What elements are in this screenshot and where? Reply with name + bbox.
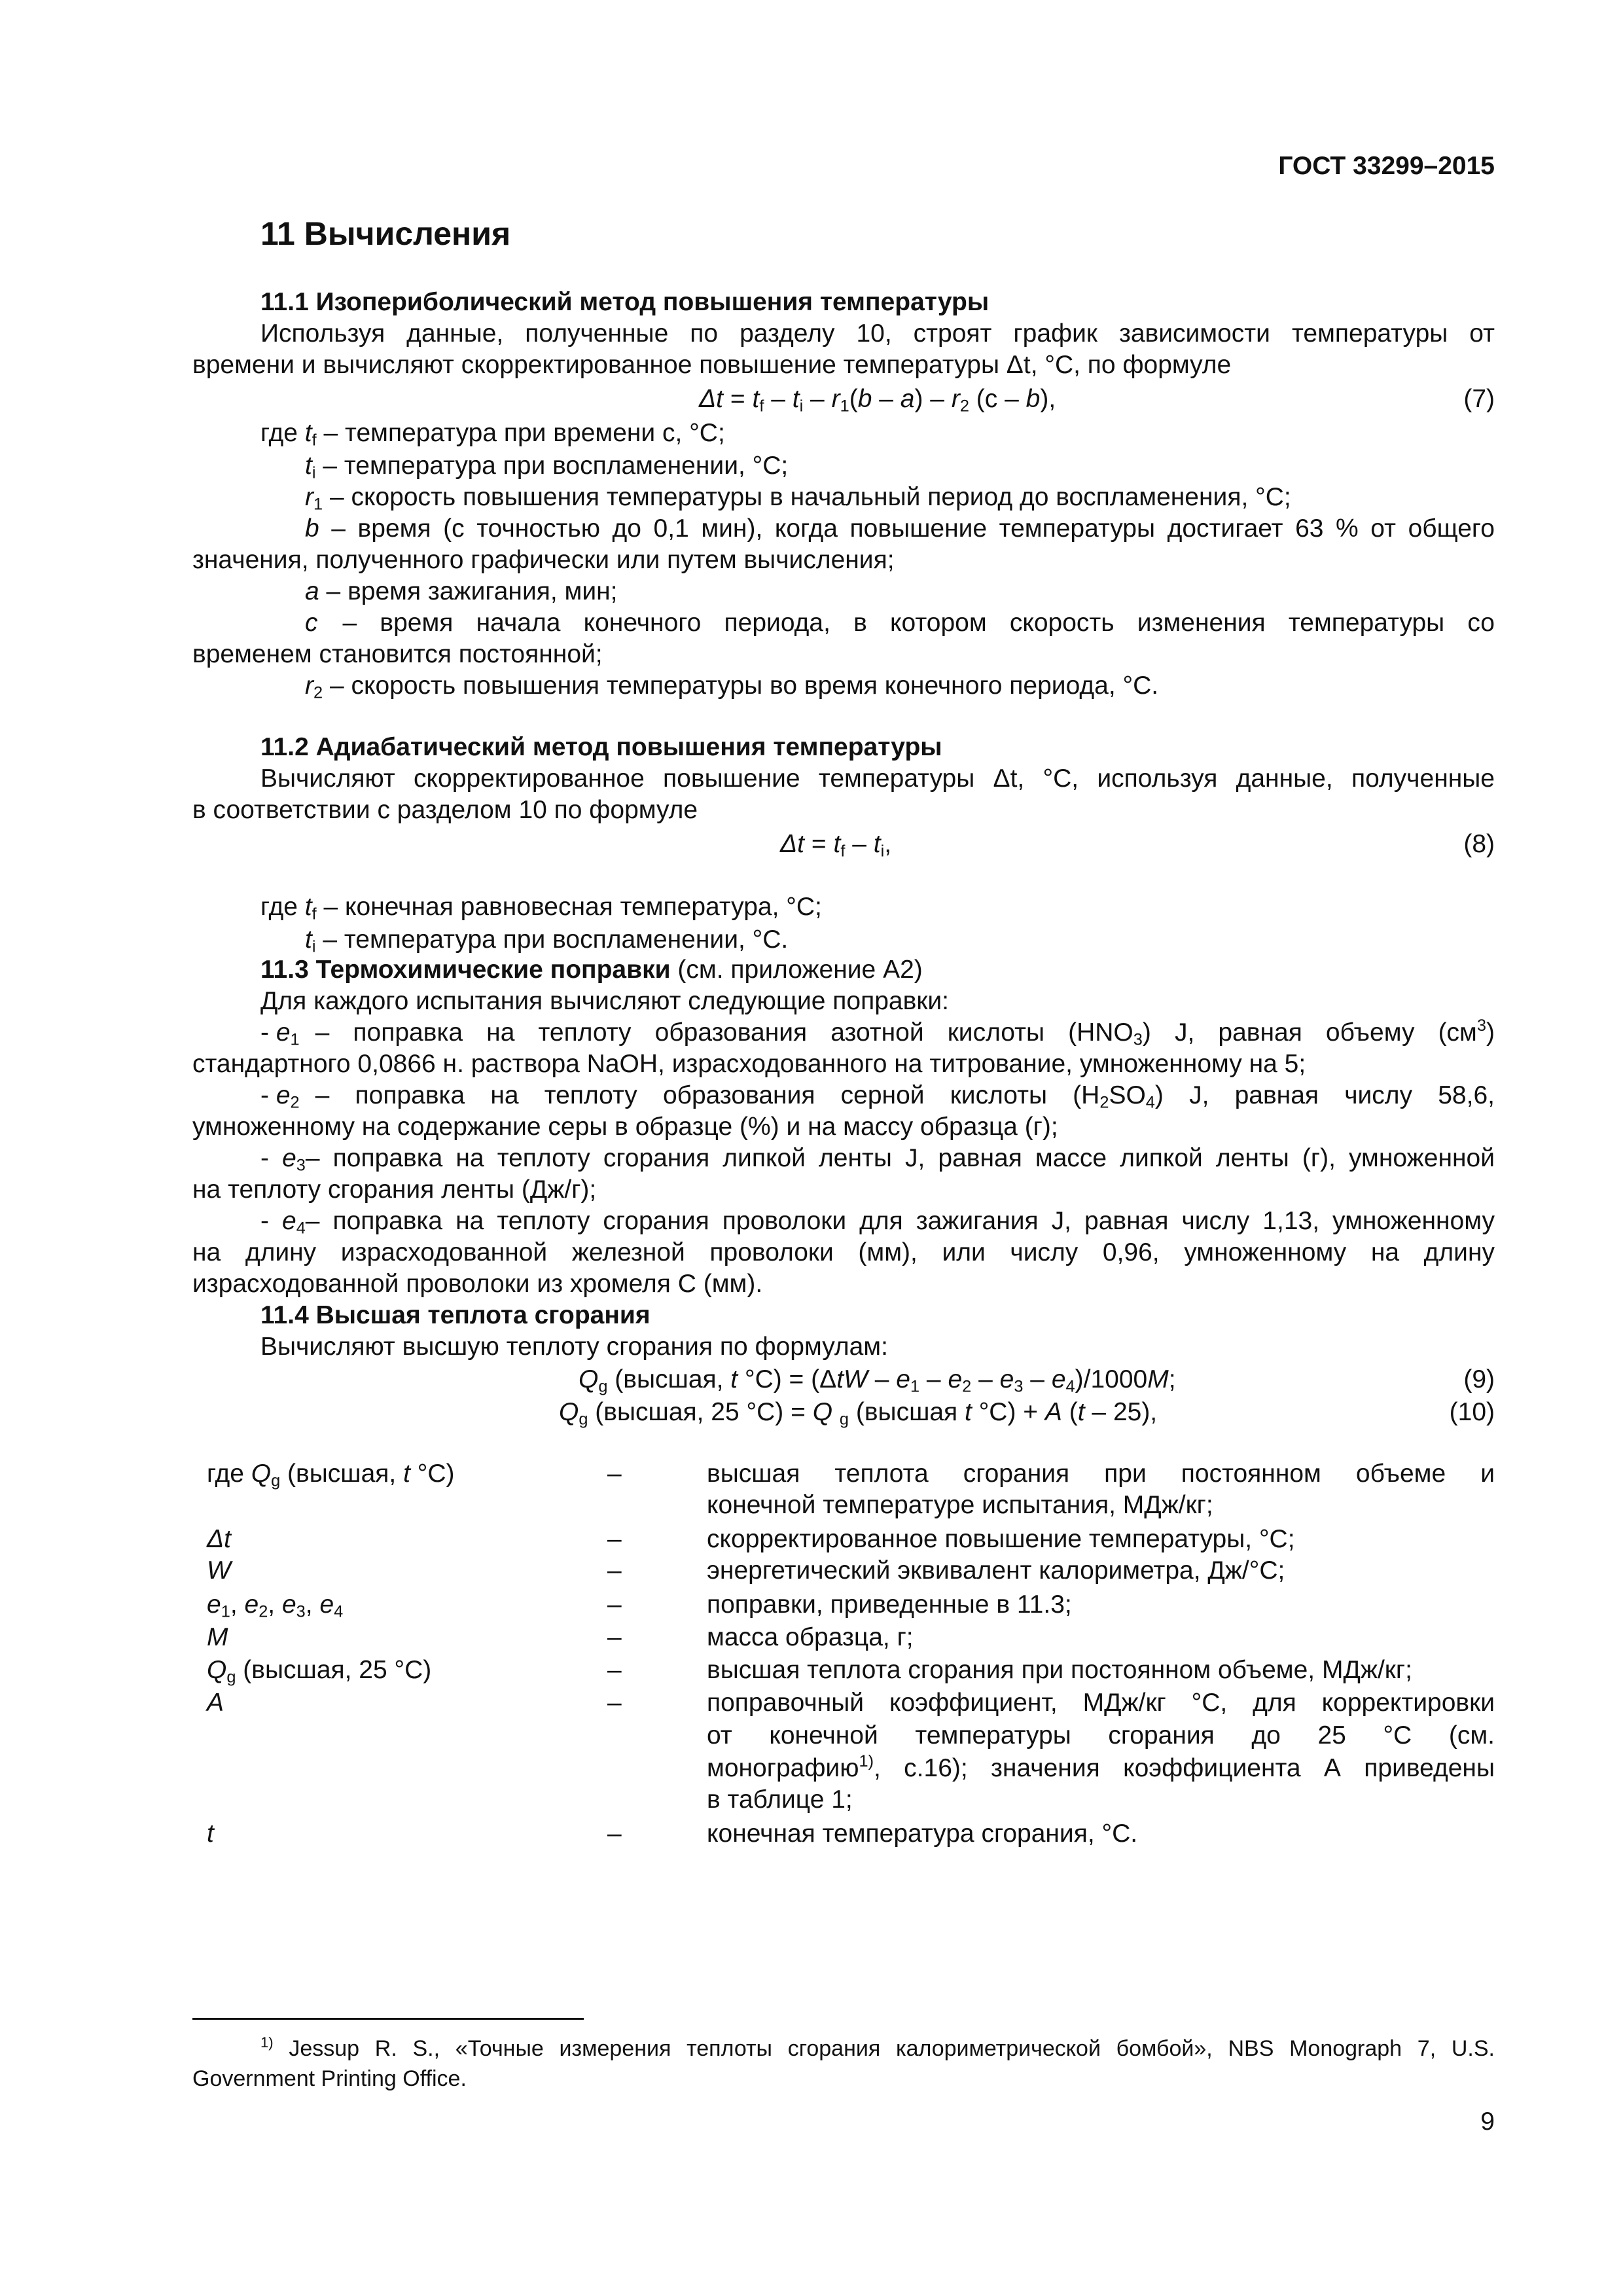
e1-line2: стандартного 0,0866 н. раствора NaOH, израсходованного на титрование, умноженному на 5;: [192, 1050, 1306, 1078]
def-row-qg-25-symbol: $Q_g$ (высшая, 25 °C): [207, 1656, 432, 1687]
heading-11-3: [260, 953, 923, 986]
def-row-a-dash: –: [607, 1689, 622, 1717]
formula-9-number: (9): [1463, 1365, 1495, 1393]
def-ti-text: – температура при воспламенении, °C;: [315, 452, 789, 480]
e3-line2: на теплоту сгорания ленты (Дж/г);: [192, 1175, 597, 1204]
def-row-a-line4: в таблице 1;: [707, 1785, 853, 1814]
e4-text: – поправка на теплоту сгорания проволоки для зажигания J, равная числу 1,13, умноженному: [305, 1207, 1495, 1235]
paragraph-11-1-line1: Используя данные, полученные по разделу 10, строят график зависимости температуры от: [260, 319, 1495, 348]
e2-line1: - $e_2$ – поправка на теплоту образования серной кислоты $(H_2SO_4)$ J, равная числу 58,6,: [260, 1081, 1495, 1112]
paragraph-11-1-line2: времени и вычисляют скорректированное повышение температуры Δt, °C, по формуле: [192, 351, 1232, 379]
e1-line1: - $e_1$ – поправка на теплоту образования азотной кислоты $(HNO_3)$ J, равная объему $(см^3)$: [260, 1016, 1495, 1049]
def-row-m-dash: –: [607, 1623, 622, 1651]
def-row-dt-symbol: Δt: [207, 1525, 232, 1553]
def-r1: $r_1$ – скорость повышения температуры в начальный период до воспламенения, °C;: [305, 483, 1291, 514]
footnote-rule: [192, 2018, 584, 2020]
formula-9: $Q_g$ (высшая, t $^\circ C) = (\Delta tW - e_1 - e_2 - e_3 - e_4)/1000M$;: [579, 1365, 1176, 1396]
def-row-a-symbol: A: [207, 1689, 224, 1717]
def-row-e-dash: –: [607, 1590, 622, 1619]
formula-10: $Q_g$ (высшая, 25 °C) = Q $_g$ (высшая t °C) + A (t – 25),: [559, 1398, 1158, 1429]
def-row-a-line3: монографию$^{1)}$, с.16); значения коэффициента А приведены: [707, 1751, 1495, 1782]
heading-11-3-title: 11.3 Термохимические поправки: [260, 956, 671, 984]
def-row-w-dash: –: [607, 1556, 622, 1585]
heading-11-3-ref: (см. приложение А2): [670, 956, 923, 984]
def-row-m-symbol: M: [207, 1623, 228, 1651]
def-b-line1: b – время (с точностью до 0,1 мин), когда повышение температуры достигает 63 % от общего: [305, 514, 1495, 543]
heading-11-2: 11.2 Адиабатический метод повышения температуры: [260, 733, 942, 761]
standard-number: ГОСТ 33299–2015: [1278, 152, 1495, 180]
def-row-qg-t-line2: конечной температуре испытания, МДж/кг;: [707, 1491, 1213, 1519]
def-tf-text: – температура при времени c, °C;: [316, 419, 725, 447]
def-row-w-symbol: W: [207, 1556, 231, 1585]
def-a: a – время зажигания, мин;: [305, 577, 618, 605]
def-8-tf: где $t_f$ – конечная равновесная температура, °C;: [260, 893, 822, 924]
paragraph-11-3-intro: Для каждого испытания вычисляют следующие поправки:: [260, 987, 950, 1015]
def-row-qg-t-symbol: где $Q_g$ (высшая, t °C): [207, 1460, 455, 1490]
e4-line3: израсходованной проволоки из хромеля С (мм).: [192, 1270, 763, 1298]
e3-line1: - $e_3-$ поправка на теплоту сгорания липкой ленты J, равная массе липкой ленты (г), умноженной: [260, 1144, 1495, 1175]
heading-11-4: 11.4 Высшая теплота сгорания: [260, 1301, 651, 1329]
def-row-qg-t-line1: высшая теплота сгорания при постоянном объеме и: [707, 1460, 1495, 1488]
def-tf: где $t_f$ – температура при времени c, °C;: [260, 419, 725, 450]
section-title: 11 Вычисления: [260, 215, 511, 252]
footnote-line2: Government Printing Office.: [192, 2066, 467, 2091]
def-c-line1: c – время начала конечного периода, в котором скорость изменения температуры со: [305, 606, 1495, 639]
def-8-ti: $t_i$ – температура при воспламенении, °C.: [305, 925, 789, 956]
def-r1-text: – скорость повышения температуры в начальный период до воспламенения, °C;: [323, 483, 1291, 511]
def-row-qg-25-dash: –: [607, 1656, 622, 1684]
e4-line2: на длину израсходованной железной проволоки (мм), или числу 0,96, умноженному на длину: [192, 1238, 1495, 1266]
paragraph-11-4-intro: Вычисляют высшую теплоту сгорания по формулам:: [260, 1333, 888, 1361]
formula-7-number: (7): [1463, 385, 1495, 413]
def-c-text: – время начала конечного периода, в котором скорость изменения температуры со: [342, 609, 1495, 637]
where-label: где: [260, 419, 298, 447]
def-row-qg-t-dash: –: [607, 1460, 622, 1488]
def-8-ti-text: – температура при воспламенении, °C.: [315, 925, 789, 954]
def-c-line2: временем становится постоянной;: [192, 640, 603, 668]
def-r2-text: – скорость повышения температуры во время конечного периода, °C.: [323, 672, 1159, 700]
footnote-marker: 1): [260, 2034, 274, 2051]
def-row-dt-dash: –: [607, 1525, 622, 1553]
def-row-qg-25-text: высшая теплота сгорания при постоянном объеме, МДж/кг;: [707, 1656, 1412, 1684]
formula-8-number: (8): [1463, 830, 1495, 858]
def-a-text: – время зажигания, мин;: [319, 577, 618, 605]
formula-7: $\Delta t = t_f - t_i - r_1(b - a) - r_2$ (c – b),: [699, 385, 1056, 416]
def-b-text: – время (с точностью до 0,1 мин), когда повышение температуры достигает 63 % от общего: [319, 514, 1495, 543]
def-r2: $r_2$ – скорость повышения температуры во время конечного периода, °C.: [305, 672, 1159, 702]
def-row-t-text: конечная температура сгорания, °C.: [707, 1820, 1138, 1848]
formula-8: $\Delta t = t_f - t_i$,: [780, 830, 892, 861]
def-8-tf-text: – конечная равновесная температура, °C;: [316, 893, 822, 921]
def-row-e-symbol: $e_1$, $e_2$, $e_3$, $e_4$: [207, 1590, 344, 1621]
heading-11-1: 11.1 Изопериболический метод повышения температуры: [260, 288, 990, 316]
formula-10-number: (10): [1449, 1398, 1495, 1426]
def-row-m-text: масса образца, г;: [707, 1623, 914, 1651]
def-ti: $t_i$ – температура при воспламенении, °C;: [305, 452, 789, 482]
def-row-e-text: поправки, приведенные в 11.3;: [707, 1590, 1072, 1619]
def-row-w-text: энергетический эквивалент калориметра, Дж/°C;: [707, 1556, 1285, 1585]
paragraph-11-2-line1: Вычисляют скорректированное повышение температуры Δt, °C, используя данные, полученные: [260, 764, 1495, 793]
paragraph-11-2-line2: в соответствии с разделом 10 по формуле: [192, 796, 698, 824]
e2-line2: умноженному на содержание серы в образце (%) и на массу образца (г);: [192, 1113, 1058, 1141]
def-row-t-dash: –: [607, 1820, 622, 1848]
def-b-line2: значения, полученного графически или путем вычисления;: [192, 546, 895, 574]
def-row-dt-text: скорректированное повышение температуры, °C;: [707, 1525, 1295, 1553]
footnote-text: Jessup R. S., «Точные измерения теплоты сгорания калориметрической бомбой», NBS Monograph 7, U.S.: [273, 2036, 1495, 2061]
footnote-line1: [260, 2034, 1495, 2064]
def-row-a-line1: поправочный коэффициент, МДж/кг °C, для корректировки: [707, 1689, 1495, 1717]
def-row-a-line2: от конечной температуры сгорания до 25 °C (см.: [707, 1721, 1495, 1749]
e4-line1: - $e_4-$ поправка на теплоту сгорания проволоки для зажигания J, равная числу 1,13, умноженному: [260, 1207, 1495, 1238]
def-row-t-symbol: t: [207, 1820, 214, 1848]
page-number: 9: [1480, 2108, 1495, 2136]
e3-text: – поправка на теплоту сгорания липкой ленты J, равная массе липкой ленты (г), умноженной: [305, 1144, 1495, 1172]
